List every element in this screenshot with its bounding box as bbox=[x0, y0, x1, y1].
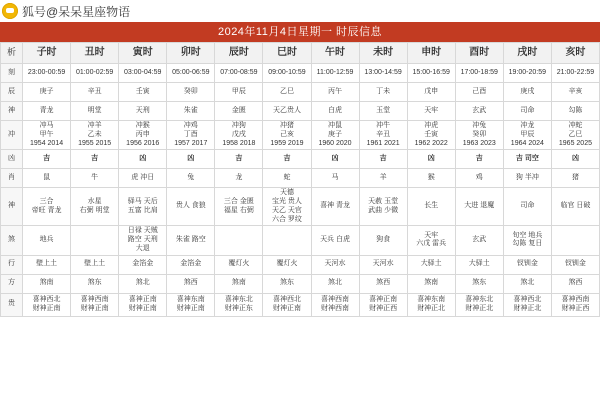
luck-flag: 凶 bbox=[551, 150, 599, 169]
direction: 煞北 bbox=[503, 274, 551, 293]
time-branch: 巳时 bbox=[263, 43, 311, 64]
inauspicious-spirits: 天兵 白虎 bbox=[311, 226, 359, 255]
shen: 天刑 bbox=[119, 102, 167, 121]
auspicious-spirits: 三合 帝旺 青龙 bbox=[23, 188, 71, 226]
shen: 勾陈 bbox=[551, 102, 599, 121]
shen: 明堂 bbox=[71, 102, 119, 121]
row-label: 刻 bbox=[1, 64, 23, 83]
luck-flag: 凶 bbox=[167, 150, 215, 169]
auspicious-spirits: 长生 bbox=[407, 188, 455, 226]
table-row bbox=[1, 150, 600, 169]
row-label: 神 bbox=[1, 188, 23, 226]
auspicious-spirits: 水星 右弼 明堂 bbox=[71, 188, 119, 226]
shen: 朱雀 bbox=[167, 102, 215, 121]
auspicious-spirits: 天德 宝光 贵人 天乙 天官 六合 罗纹 bbox=[263, 188, 311, 226]
time-branch: 未时 bbox=[359, 43, 407, 64]
zodiac: 牛 bbox=[71, 169, 119, 188]
time-range: 15:00-16:59 bbox=[407, 64, 455, 83]
chong: 冲虎 壬寅 1962 2022 bbox=[407, 121, 455, 150]
luck-flag: 吉 bbox=[263, 150, 311, 169]
inauspicious-spirits: 日禄 天贼 路空 天刑 大退 bbox=[119, 226, 167, 255]
chong: 冲鼠 庚子 1960 2020 bbox=[311, 121, 359, 150]
ganzhi: 壬寅 bbox=[119, 83, 167, 102]
luck-flag: 吉 bbox=[215, 150, 263, 169]
inauspicious-spirits bbox=[551, 226, 599, 255]
watermark-bar bbox=[0, 0, 600, 22]
time-range: 19:00-20:59 bbox=[503, 64, 551, 83]
time-branch: 午时 bbox=[311, 43, 359, 64]
time-range: 13:00-14:59 bbox=[359, 64, 407, 83]
row-label: 行 bbox=[1, 255, 23, 274]
auspicious-spirits: 司命 bbox=[503, 188, 551, 226]
time-info-table bbox=[0, 42, 600, 317]
shen: 玉堂 bbox=[359, 102, 407, 121]
luck-flag: 凶 bbox=[311, 150, 359, 169]
five-elements: 覆灯火 bbox=[215, 255, 263, 274]
time-branch: 亥时 bbox=[551, 43, 599, 64]
row-label: 凶 bbox=[1, 150, 23, 169]
time-range: 05:00-06:59 bbox=[167, 64, 215, 83]
direction: 煞北 bbox=[119, 274, 167, 293]
luck-flag: 吉 bbox=[23, 150, 71, 169]
luck-flag: 凶 bbox=[407, 150, 455, 169]
auspicious-spirits: 大进 退魔 bbox=[455, 188, 503, 226]
shen: 天牢 bbox=[407, 102, 455, 121]
time-branch: 卯时 bbox=[167, 43, 215, 64]
lucky-direction: 喜神西南 财神正南 bbox=[71, 293, 119, 316]
five-elements: 大驿土 bbox=[455, 255, 503, 274]
shen: 司命 bbox=[503, 102, 551, 121]
zodiac: 蛇 bbox=[263, 169, 311, 188]
table-row bbox=[1, 226, 600, 255]
table-row bbox=[1, 102, 600, 121]
shen: 白虎 bbox=[311, 102, 359, 121]
watermark-text: 狐号@呆呆星座物语 bbox=[22, 4, 131, 19]
direction: 煞北 bbox=[311, 274, 359, 293]
inauspicious-spirits bbox=[263, 226, 311, 255]
direction: 煞西 bbox=[167, 274, 215, 293]
five-elements: 天河水 bbox=[359, 255, 407, 274]
direction: 煞西 bbox=[551, 274, 599, 293]
five-elements: 壁上土 bbox=[71, 255, 119, 274]
lucky-direction: 喜神西北 财神正南 bbox=[263, 293, 311, 316]
chong: 冲马 甲午 1954 2014 bbox=[23, 121, 71, 150]
ganzhi: 戊申 bbox=[407, 83, 455, 102]
shen: 天乙贵人 bbox=[263, 102, 311, 121]
ganzhi: 乙巳 bbox=[263, 83, 311, 102]
lucky-direction: 喜神东南 财神正北 bbox=[407, 293, 455, 316]
auspicious-spirits: 天赦 玉堂 武曲 少微 bbox=[359, 188, 407, 226]
time-branch: 戌时 bbox=[503, 43, 551, 64]
chong: 冲蛇 乙巳 1965 2025 bbox=[551, 121, 599, 150]
five-elements: 覆灯火 bbox=[263, 255, 311, 274]
time-range: 23:00-00:59 bbox=[23, 64, 71, 83]
table-row bbox=[1, 121, 600, 150]
table-row bbox=[1, 255, 600, 274]
table-row bbox=[1, 169, 600, 188]
luck-flag: 吉 bbox=[71, 150, 119, 169]
time-range: 01:00-02:59 bbox=[71, 64, 119, 83]
chong: 冲羊 乙未 1955 2015 bbox=[71, 121, 119, 150]
row-label: 贵 bbox=[1, 293, 23, 316]
time-branch: 丑时 bbox=[71, 43, 119, 64]
row-label: 辰 bbox=[1, 83, 23, 102]
row-label: 析 bbox=[1, 43, 23, 64]
time-range: 09:00-10:59 bbox=[263, 64, 311, 83]
five-elements: 钗钏金 bbox=[551, 255, 599, 274]
luck-flag: 凶 bbox=[119, 150, 167, 169]
time-branch: 辰时 bbox=[215, 43, 263, 64]
ganzhi: 辛亥 bbox=[551, 83, 599, 102]
five-elements: 天河水 bbox=[311, 255, 359, 274]
zodiac: 龙 bbox=[215, 169, 263, 188]
time-branch: 酉时 bbox=[455, 43, 503, 64]
time-range: 11:00-12:59 bbox=[311, 64, 359, 83]
chong: 冲猴 丙申 1956 2016 bbox=[119, 121, 167, 150]
zodiac: 鸡 bbox=[455, 169, 503, 188]
time-range: 21:00-22:59 bbox=[551, 64, 599, 83]
lucky-direction: 喜神西南 财神正西 bbox=[551, 293, 599, 316]
ganzhi: 庚子 bbox=[23, 83, 71, 102]
row-label: 肖 bbox=[1, 169, 23, 188]
lucky-direction: 喜神东南 财神正南 bbox=[167, 293, 215, 316]
auspicious-spirits: 喜神 青龙 bbox=[311, 188, 359, 226]
inauspicious-spirits: 天牢 六戊 雷兵 bbox=[407, 226, 455, 255]
time-range: 07:00-08:59 bbox=[215, 64, 263, 83]
direction: 煞东 bbox=[71, 274, 119, 293]
inauspicious-spirits: 地兵 bbox=[23, 226, 71, 255]
shen: 青龙 bbox=[23, 102, 71, 121]
chong: 冲兔 癸卯 1963 2023 bbox=[455, 121, 503, 150]
table-row bbox=[1, 274, 600, 293]
zodiac: 虎 冲日 bbox=[119, 169, 167, 188]
ganzhi: 辛丑 bbox=[71, 83, 119, 102]
row-label: 方 bbox=[1, 274, 23, 293]
luck-flag: 吉 bbox=[359, 150, 407, 169]
inauspicious-spirits bbox=[215, 226, 263, 255]
time-branch: 寅时 bbox=[119, 43, 167, 64]
chong: 冲猪 己亥 1959 2019 bbox=[263, 121, 311, 150]
table-row bbox=[1, 83, 600, 102]
direction: 煞东 bbox=[263, 274, 311, 293]
zodiac: 马 bbox=[311, 169, 359, 188]
table-body bbox=[1, 43, 600, 317]
direction: 煞东 bbox=[455, 274, 503, 293]
row-label: 冲 bbox=[1, 121, 23, 150]
table-row bbox=[1, 64, 600, 83]
zodiac: 猴 bbox=[407, 169, 455, 188]
zodiac: 羊 bbox=[359, 169, 407, 188]
zodiac: 狗 半冲 bbox=[503, 169, 551, 188]
lucky-direction: 喜神正南 财神正南 bbox=[119, 293, 167, 316]
five-elements: 钗钏金 bbox=[503, 255, 551, 274]
chong: 冲狗 戊戌 1958 2018 bbox=[215, 121, 263, 150]
ganzhi: 丁未 bbox=[359, 83, 407, 102]
five-elements: 金箔金 bbox=[119, 255, 167, 274]
ganzhi: 庚戌 bbox=[503, 83, 551, 102]
direction: 煞南 bbox=[215, 274, 263, 293]
five-elements: 壁上土 bbox=[23, 255, 71, 274]
chong: 冲鸡 丁酉 1957 2017 bbox=[167, 121, 215, 150]
lucky-direction: 喜神西南 财神西南 bbox=[311, 293, 359, 316]
lucky-direction: 喜神西北 财神正南 bbox=[23, 293, 71, 316]
fox-avatar-icon bbox=[2, 3, 18, 19]
lucky-direction: 喜神东北 财神正北 bbox=[455, 293, 503, 316]
inauspicious-spirits bbox=[71, 226, 119, 255]
chong: 冲牛 辛丑 1961 2021 bbox=[359, 121, 407, 150]
time-branch: 子时 bbox=[23, 43, 71, 64]
inauspicious-spirits: 旬空 地兵 勾陈 复日 bbox=[503, 226, 551, 255]
shen: 金匮 bbox=[215, 102, 263, 121]
auspicious-spirits: 驿马 天后 五富 比肩 bbox=[119, 188, 167, 226]
direction: 煞南 bbox=[407, 274, 455, 293]
five-elements: 金箔金 bbox=[167, 255, 215, 274]
ganzhi: 己酉 bbox=[455, 83, 503, 102]
inauspicious-spirits: 玄武 bbox=[455, 226, 503, 255]
ganzhi: 癸卯 bbox=[167, 83, 215, 102]
row-label: 神 bbox=[1, 102, 23, 121]
row-label: 煞 bbox=[1, 226, 23, 255]
auspicious-spirits: 三合 金匮 福星 右弼 bbox=[215, 188, 263, 226]
ganzhi: 丙午 bbox=[311, 83, 359, 102]
time-range: 03:00-04:59 bbox=[119, 64, 167, 83]
table-row bbox=[1, 188, 600, 226]
time-range: 17:00-18:59 bbox=[455, 64, 503, 83]
shen: 玄武 bbox=[455, 102, 503, 121]
zodiac: 猪 bbox=[551, 169, 599, 188]
page-title: 2024年11月4日星期一 时辰信息 bbox=[0, 22, 600, 42]
lucky-direction: 喜神东北 财神正东 bbox=[215, 293, 263, 316]
direction: 煞西 bbox=[359, 274, 407, 293]
chong: 冲龙 甲辰 1964 2024 bbox=[503, 121, 551, 150]
inauspicious-spirits: 狗食 bbox=[359, 226, 407, 255]
luck-flag: 吉 bbox=[455, 150, 503, 169]
ganzhi: 甲辰 bbox=[215, 83, 263, 102]
luck-flag: 吉 司空 bbox=[503, 150, 551, 169]
time-branch: 申时 bbox=[407, 43, 455, 64]
five-elements: 大驿土 bbox=[407, 255, 455, 274]
lucky-direction: 喜神正南 财神正西 bbox=[359, 293, 407, 316]
lucky-direction: 喜神西北 财神正北 bbox=[503, 293, 551, 316]
zodiac: 鼠 bbox=[23, 169, 71, 188]
auspicious-spirits: 贵人 食狼 bbox=[167, 188, 215, 226]
auspicious-spirits: 临官 日破 bbox=[551, 188, 599, 226]
direction: 煞南 bbox=[23, 274, 71, 293]
table-row bbox=[1, 43, 600, 64]
zodiac: 兔 bbox=[167, 169, 215, 188]
table-row bbox=[1, 293, 600, 316]
inauspicious-spirits: 朱雀 路空 bbox=[167, 226, 215, 255]
